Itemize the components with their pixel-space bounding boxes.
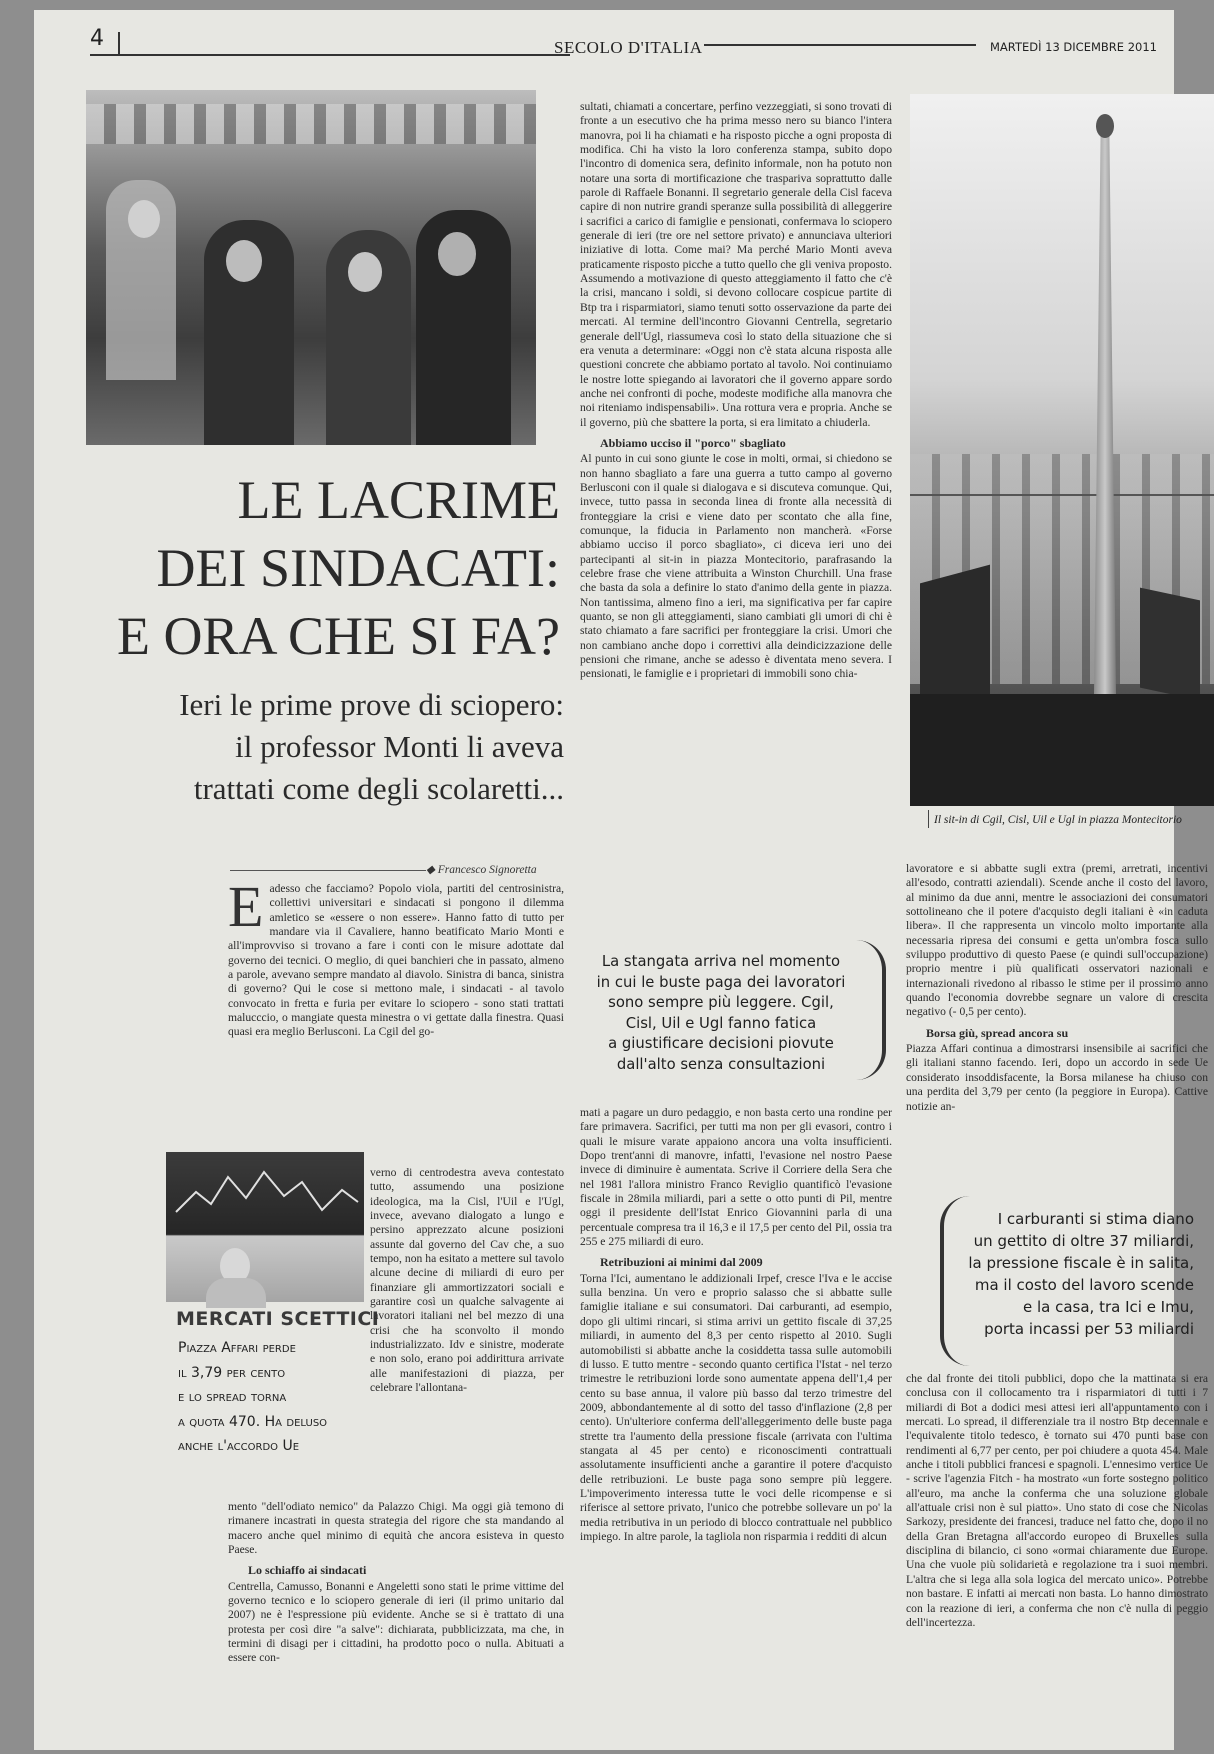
header-rule-mark	[118, 32, 120, 56]
headline-line-2: DEI SINDACATI:	[156, 538, 560, 598]
subheadline-line-3: trattati come degli scolaretti...	[193, 771, 564, 806]
pull-quote-1-line-6: dall'alto senza consultazioni	[616, 1055, 826, 1073]
drop-cap: E	[228, 874, 264, 939]
pull-quote-2-line-2: un gettito di oltre 37 miliardi,	[973, 1232, 1194, 1250]
pull-quote-1-line-2: in cui le buste paga dei lavoratori	[596, 973, 846, 991]
byline: ◆ Francesco Signoretta	[426, 864, 537, 876]
col2-porco-text: Al punto in cui sono giunte le cose in molti, ormai, si chiedono se non hanno sbagliato a fare una guerra a tutto campo al governo Berlusconi con il quale si dialogava e si discuteva comunque. Qui, invece, tutto passa in seconda linea di fronte alla necessità di fronteggiare la crisi e viene dato per scontato che alla fine, comunque, la fiducia in Parlamento non mancherà. «Forse abbiamo ucciso il porco sbagliato», ci diceva ieri uno dei partecipanti al sit-in in piazza Montecitorio, parafrasando la celebre frase che viene attribuita a Winston Churchill. Una frase che basta da sola a definire lo stato d'animo della gente in piazza. Non tantissima, almeno fino a ieri, ma significativa per far capire quanto, se non gli atteggiamenti, siano cambiati gli umori di chi è stato chiamato a fare sacrifici per fronteggiare la crisi. Umori che non cambiano anche dopo i correttivi alla deindicizzazione delle pensioni che rimane, anche se adesso è diventata meno severa. I pensionati, le famiglie e i proprietari di immobili sono chia-	[580, 452, 892, 681]
subheadline-line-2: il professor Monti li aveva	[235, 729, 564, 764]
col2-top-text: sultati, chiamati a concertare, perfino vezzeggiati, si sono trovati di fronte a un esecutivo che ha prima messo nero su bianco l'intera manovra, poi li ha chiamati e ha risposto picche a ogni proposta di modifica. Chi ha visto la loro conferenza stampa, subito dopo l'incontro di domenica sera, definito informale, non ha potuto non notare una sorta di mortificazione che traspariva soprattutto dalle parole di Raffaele Bonanni. Il segretario generale della Cisl faceva capire di non nutrire grandi speranze sulla possibilità di alleggerire i sacrifici a carico di famiglie e pensionati, confermava lo sciopero generale di ieri (tre ore nel settore privato) e annunciava ulteriori iniziative di lotta. Come mai? Ma perché Mario Monti aveva praticamente risposto picche a tutto quello che gli veniva proposto. Assumendo a motivazione di questo atteggiamento il fatto che c'è la crisi, mancano i soldi, si devono collocare cospicue partite di Btp tra i risparmiatori, siamo tenuti sotto osservazione da parte dei mercati. Al termine dell'incontro Giovanni Centrella, segretario generale dell'Ugl, riassumeva così lo stato della situazione che si era venuta a determinare: «Oggi non c'è stata alcuna risposta alle questioni concrete che abbiamo portato al tavolo. Noi continuiamo le nostre lotte spiegando ai lavoratori che il governo appare sordo anche nei confronti di poche, modeste modifiche alla manovra che noi riteniamo indispensabili». Una rottura vera e propria. Anche se il governo, più che sbattere la porta, si era limitato a chiuderla.	[580, 100, 892, 429]
subheadline-line-1: Ieri le prime prove di sciopero:	[179, 687, 564, 722]
header-rule-mid	[704, 44, 976, 46]
photo-caption-rule	[928, 810, 929, 828]
photo-piazza-montecitorio	[910, 94, 1214, 806]
sidebar-text	[178, 1336, 360, 1459]
byline-rule	[230, 870, 426, 871]
article-column-3-upper	[906, 862, 1208, 1114]
col1-schiaffo-text: Centrella, Camusso, Bonanni e Angeletti sono stati le prime vittime del governo tecnico e lo sciopero generale di ieri (il primo unitario dal 2007) ne è l'espressione più evidente. Anche se si è trattato di una protesta per così dire "a salve": dichiarata, pubblicizzata, ma che, in termini di disagi per i cittadini, ha prodotto poco o nulla. Abituati a essere con-	[228, 1579, 564, 1665]
article-column-1-bottom	[228, 1500, 564, 1666]
section-heading-porco: Abbiamo ucciso il "porco" sbagliato	[600, 435, 786, 450]
page-number: 4	[90, 26, 104, 51]
pull-quote-2	[934, 1208, 1194, 1340]
pull-quote-1-bracket	[856, 940, 886, 1080]
pull-quote-2-line-4: ma il costo del lavoro scende	[974, 1276, 1194, 1294]
section-heading-schiaffo: Lo schiaffo ai sindacati	[248, 1563, 367, 1578]
article-column-2-top	[580, 100, 892, 682]
sidebar-line-3: e lo spread torna	[178, 1389, 287, 1405]
sidebar-line-4: a quota 470. Ha deluso	[178, 1413, 328, 1430]
intro-text: adesso che facciamo? Popolo viola, partiti del centrosinistra, collettivi universitari e sindacati si pongono il dilemma amletico se «essere o non essere». Hanno fatto di tutto per mandare via il Cavaliere, hanno beatificato Mario Monti e all'improvviso si trovano a fare i conti con le misure adottate dal governo dei tecnici. O meglio, di quei banchieri che in passato, almeno a parole, avevano sempre mandato al diavolo. Sinistra di banca, sinistra di governo? Qui le cose si mettono male, i sindacati - al tavolo convocato in fretta e furia per evitare lo sciopero - sono stati trattati malucccio, o mangiate questa minestra o vi gettate dalla finestra. Quasi quasi era meglio Berlusconi. La Cgil del go-	[228, 882, 564, 1039]
article-column-1-top	[228, 874, 564, 1040]
masthead: SECOLO D'ITALIA	[554, 38, 703, 57]
headline-line-3: E ORA CHE SI FA?	[116, 606, 560, 666]
section-heading-retribuzioni: Retribuzioni ai minimi dal 2009	[600, 1255, 763, 1270]
pull-quote-1	[586, 952, 856, 1075]
sidebar-line-2: il 3,79 per cento	[178, 1364, 286, 1381]
newspaper-page	[34, 10, 1208, 1750]
pull-quote-1-line-3: sono sempre più leggere. Cgil,	[608, 994, 834, 1011]
pull-quote-1-line-5: a giustificare decisioni piovute	[608, 1035, 834, 1052]
col3-borsa-text: Piazza Affari continua a dimostrarsi insensibile ai sacrifici che gli italiani stanno facendo. Ieri, dopo un accordo in sede Ue considerato insoddisfacente, la Borsa milanese ha chiuso con una perdita del 3,79 per cento (la peggiore in Europa). Cattive notizie an-	[906, 1042, 1208, 1113]
sidebar-title: MERCATI SCETTICI	[176, 1308, 380, 1330]
photo-caption: Il sit-in di Cgil, Cisl, Uil e Ugl in piazza Montecitorio	[934, 814, 1182, 826]
col3-upper-text: lavoratore e si abbatte sugli extra (premi, arretrati, incentivi all'esodo, contratti aziendali). Scende anche il costo del lavoro, al minimo da due anni, mentre le associazioni dei consumatori sottolineano che il potere d'acquisto degli italiani è «in caduta libera». Il che rappresenta un vincolo molto importante alla necessaria ripresa dei consumi e getta un'ombra fosca sullo sviluppo produttivo di questo Paese (e quindi sull'occupazione) proprio mentre i più qualificati osservatori nazionali e internazionali rivedono al ribasso le stime per il prossimo anno quando l'economia dovrebbe segnare un valore di crescita negativo (- 0,5 per cento).	[906, 862, 1208, 1019]
pull-quote-2-line-5: e la casa, tra Ici e Imu,	[1022, 1298, 1194, 1316]
pull-quote-1-line-1: La stangata arriva nel momento	[601, 953, 841, 970]
issue-date: MARTEDÌ 13 DICEMBRE 2011	[990, 40, 1157, 54]
col1-bottom-text: mento "dell'odiato nemico" da Palazzo Chigi. Ma oggi già temono di rimanere incastrati in questa strategia del rigore che sta mandando al macero anche quel minimo di equità che ancora esisteva in questo Paese.	[228, 1500, 564, 1557]
headline-line-1: LE LACRIME	[237, 470, 560, 530]
header-rule-left	[90, 54, 570, 56]
article-column-3-lower: che dal fronte dei titoli pubblici, dopo che la mattinata si era conclusa con il collocamento tra i risparmiatori di tutti i 7 miliardi di Bot a dodici mesi attesi ieri all'appuntamento con i mercati. Lo spread, il differenziale tra il nostro Btp decennale e l'equivalente titolo tedesco, è tornato sui 470 punti base con rendimenti al 6,77 per cento, per poi chiudere a quota 454. Male anche i titoli pubblici francesi e spagnoli. L'ennesimo vertice Ue - scrive l'agenzia Fitch - ha mostrato «un forte sostegno politico all'euro, ma anche la conferma che una soluzione globale all'attuale crisi non è sul piatto». Uno stato di cose che Nicolas Sarkozy, presidente dei francesi, traduce nel fatto che, dopo il no della Gran Bretagna all'accordo europeo di Bruxelles sulla disciplina di bilancio, ci sono «ormai chiaramente due Europe. Una che vuole più solidarietà e regolazione tra i suoi membri. L'altra che si lega alla sola logica del mercato unico». Potrebbe non bastare. E infatti ai mercati non basta. Lo hanno dimostrato con la reazione di ieri, a conferma che non c'è nulla di peggio dell'incertezza.	[906, 1372, 1208, 1629]
article-column-2-bottom	[580, 1106, 892, 1544]
article-column-1-narrow: verno di centrodestra aveva contestato tutto, assumendo una posizione ideologica, ma la Cisl, l'Uil e l'Ugl, invece, avevano dialogato a lungo e persino apprezzato alcune posizioni assunte dal governo del Cav che, a suo tempo, non ha esitato a mettere sul tavolo alcune decine di miliardi di euro per finanziare gli ammortizzatori sociali e garantire così un qualche salvagente ai lavoratori italiani nel bel mezzo di una crisi che ha sconvolto il mondo industrializzato. Idv e sinistre, moderate e non solo, erano poi addirittura arrivate alle manifestazioni di piazza, per celebrare l'allontana-	[370, 1166, 564, 1395]
section-heading-borsa: Borsa giù, spread ancora su	[926, 1025, 1069, 1040]
sidebar-line-5: anche l'accordo Ue	[178, 1438, 300, 1454]
market-graph-icon	[166, 1152, 364, 1242]
photo-stock-market	[166, 1152, 364, 1302]
sidebar-line-1: Piazza Affari perde	[178, 1340, 296, 1356]
col2-retribuzioni-text: Torna l'Ici, aumentano le addizionali Irpef, cresce l'Iva e le accise sulla benzina. Un vero e proprio salasso che si abbatte sulle famiglie italiane e sui consumatori. Dai carburanti, ad esempio, dopo gli ultimi rincari, si stima arrivi un gettito fiscale di 37,25 miliardi, in aumento del 8,3 per cento rispetto al 2010. Sugli automobilisti si abbatte anche la cosiddetta tassa sulle automobili di lusso. E tutto mentre - secondo quanto certifica l'Istat - nel terzo trimestre le retribuzioni lorde sono aumentate appena dell'1,4 per cento su base annua, il valore più basso dal terzo trimestre del 2009, abbondantemente al di sotto del tasso d'inflazione (2,8 per cento). Un'ulteriore conferma dell'alleggerimento delle buste paga strette tra l'aumento della pressione fiscale (arrivata con l'ultima stangata al 45 per cento) e riconoscimenti contrattuali assolutamente insufficienti anche a garantire il potere d'acquisto delle retribuzioni. Le buste paga sono sempre più leggere. L'impoverimento interessa tutte le voci delle ricompense e si riferisce al settore privato, l'unico che potrebbe sollevare un po' la media retributiva in un periodo di blocco contrattuale nel pubblico impiego. In altre parole, la tagliola non risparmia i redditi di alcun	[580, 1271, 892, 1543]
col2-bottom-text: mati a pagare un duro pedaggio, e non basta certo una rondine per fare primavera. Sacrifici, per tutti ma non per gli evasori, contro i quali le misure varate appaiono ancora una volta insufficienti. Dopo trent'anni di manovre, infatti, l'evasione nel nostro Paese invece di diminuire è aumentata. Scrive il Corriere della Sera che nel 1981 l'allora ministro Franco Reviglio quantificò l'evasione fiscale in 28mila miliardi, pari a sette o otto punti di Pil, mentre oggi il presidente dell'Istat Enrico Giovannini parla di una percentuale compresa tra il 16,3 e il 17,5 per cento del Pil, ossia tra 255 e 275 miliardi di euro.	[580, 1106, 892, 1249]
pull-quote-2-line-1: I carburanti si stima diano	[997, 1210, 1194, 1228]
pull-quote-2-line-6: porta incassi per 53 miliardi	[984, 1320, 1194, 1338]
photo-union-leaders	[86, 90, 536, 445]
pull-quote-1-line-4: Cisl, Uil e Ugl fanno fatica	[625, 1014, 817, 1032]
pull-quote-2-line-3: la pressione fiscale è in salita,	[968, 1254, 1194, 1272]
